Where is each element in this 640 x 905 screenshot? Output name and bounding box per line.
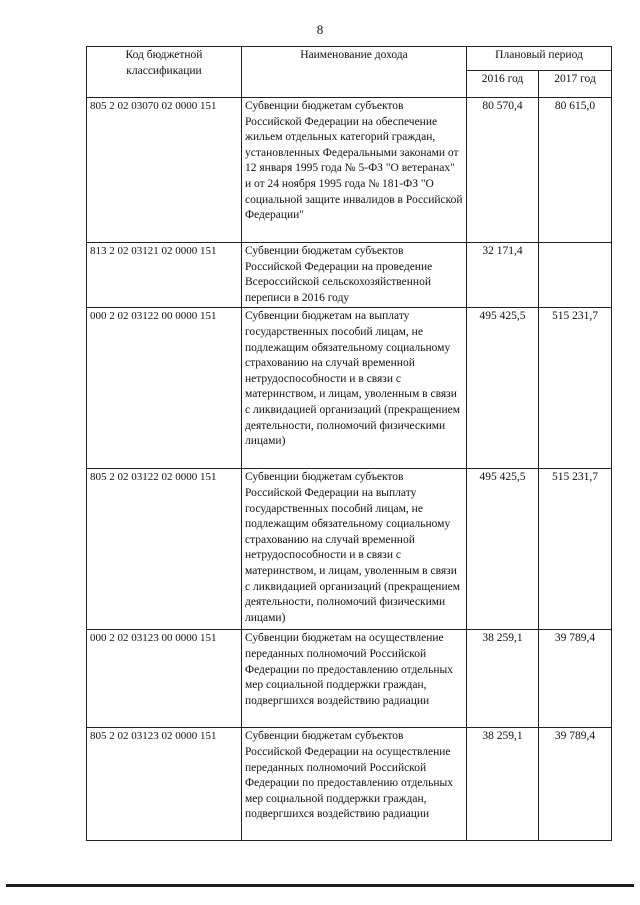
table-row bbox=[87, 98, 612, 243]
row-value-2017: 39 789,4 bbox=[539, 630, 612, 728]
row-name: Субвенции бюджетам на осуществление переданных полномочий Российской Федерации по предоставлению отдельных мер социальной поддержки граждан, подвергшихся воздействию радиации bbox=[242, 630, 467, 728]
table-row bbox=[87, 728, 612, 841]
header-code: Код бюджетной классификации bbox=[87, 47, 242, 98]
row-value-2017: 80 615,0 bbox=[539, 98, 612, 243]
row-name: Субвенции бюджетам субъектов Российской Федерации на проведение Всероссийской сельскохозяйственной переписи в 2016 году bbox=[242, 243, 467, 308]
row-name: Субвенции бюджетам субъектов Российской Федерации на обеспечение жильем отдельных категорий граждан, установленных Федеральными законами от 12 января 1995 года № 5-ФЗ "О ветеранах" и от 24 ноября 1995 года № 181-ФЗ "О социальной защите инвалидов в Российской Федерации" bbox=[242, 98, 467, 243]
row-value-2017 bbox=[539, 243, 612, 308]
row-code: 805 2 02 03122 02 0000 151 bbox=[87, 469, 242, 630]
row-value-2016: 495 425,5 bbox=[467, 469, 539, 630]
row-value-2017: 39 789,4 bbox=[539, 728, 612, 841]
row-value-2016: 80 570,4 bbox=[467, 98, 539, 243]
row-name: Субвенции бюджетам субъектов Российской Федерации на выплату государственных пособий лицам, не подлежащим обязательному социальному страхованию на случай временной нетрудоспособности и в связи с материнством, и лицам, уволенным в связи с ликвидацией организаций (прекращением деятельности, полномочий физическими лицами) bbox=[242, 469, 467, 630]
row-value-2016: 38 259,1 bbox=[467, 630, 539, 728]
table-row bbox=[87, 630, 612, 728]
row-value-2016: 32 171,4 bbox=[467, 243, 539, 308]
row-code: 813 2 02 03121 02 0000 151 bbox=[87, 243, 242, 308]
row-value-2017: 515 231,7 bbox=[539, 469, 612, 630]
table-row bbox=[87, 243, 612, 308]
row-name: Субвенции бюджетам на выплату государственных пособий лицам, не подлежащим обязательному социальному страхованию на случай временной нетрудоспособности и в связи с материнством, и лицам, уволенным в связи с ликвидацией организаций (прекращением деятельности, полномочий физическими лицами) bbox=[242, 308, 467, 469]
row-code: 805 2 02 03123 02 0000 151 bbox=[87, 728, 242, 841]
row-name: Субвенции бюджетам субъектов Российской Федерации на осуществление переданных полномочий Российской Федерации по предоставлению отдельных мер социальной поддержки граждан, подвергшихся воздействию радиации bbox=[242, 728, 467, 841]
row-value-2017: 515 231,7 bbox=[539, 308, 612, 469]
header-name: Наименование дохода bbox=[242, 47, 467, 98]
header-year-2017: 2017 год bbox=[539, 71, 612, 98]
row-value-2016: 495 425,5 bbox=[467, 308, 539, 469]
table-row bbox=[87, 469, 612, 630]
row-code: 000 2 02 03122 00 0000 151 bbox=[87, 308, 242, 469]
table-header bbox=[87, 47, 612, 98]
page-number: 8 bbox=[316, 22, 324, 37]
scan-edge-line bbox=[6, 884, 634, 887]
revenue-table bbox=[86, 46, 612, 841]
table-row bbox=[87, 308, 612, 469]
row-value-2016: 38 259,1 bbox=[467, 728, 539, 841]
row-code: 805 2 02 03070 02 0000 151 bbox=[87, 98, 242, 243]
header-period: Плановый период bbox=[467, 47, 612, 71]
header-year-2016: 2016 год bbox=[467, 71, 539, 98]
row-code: 000 2 02 03123 00 0000 151 bbox=[87, 630, 242, 728]
